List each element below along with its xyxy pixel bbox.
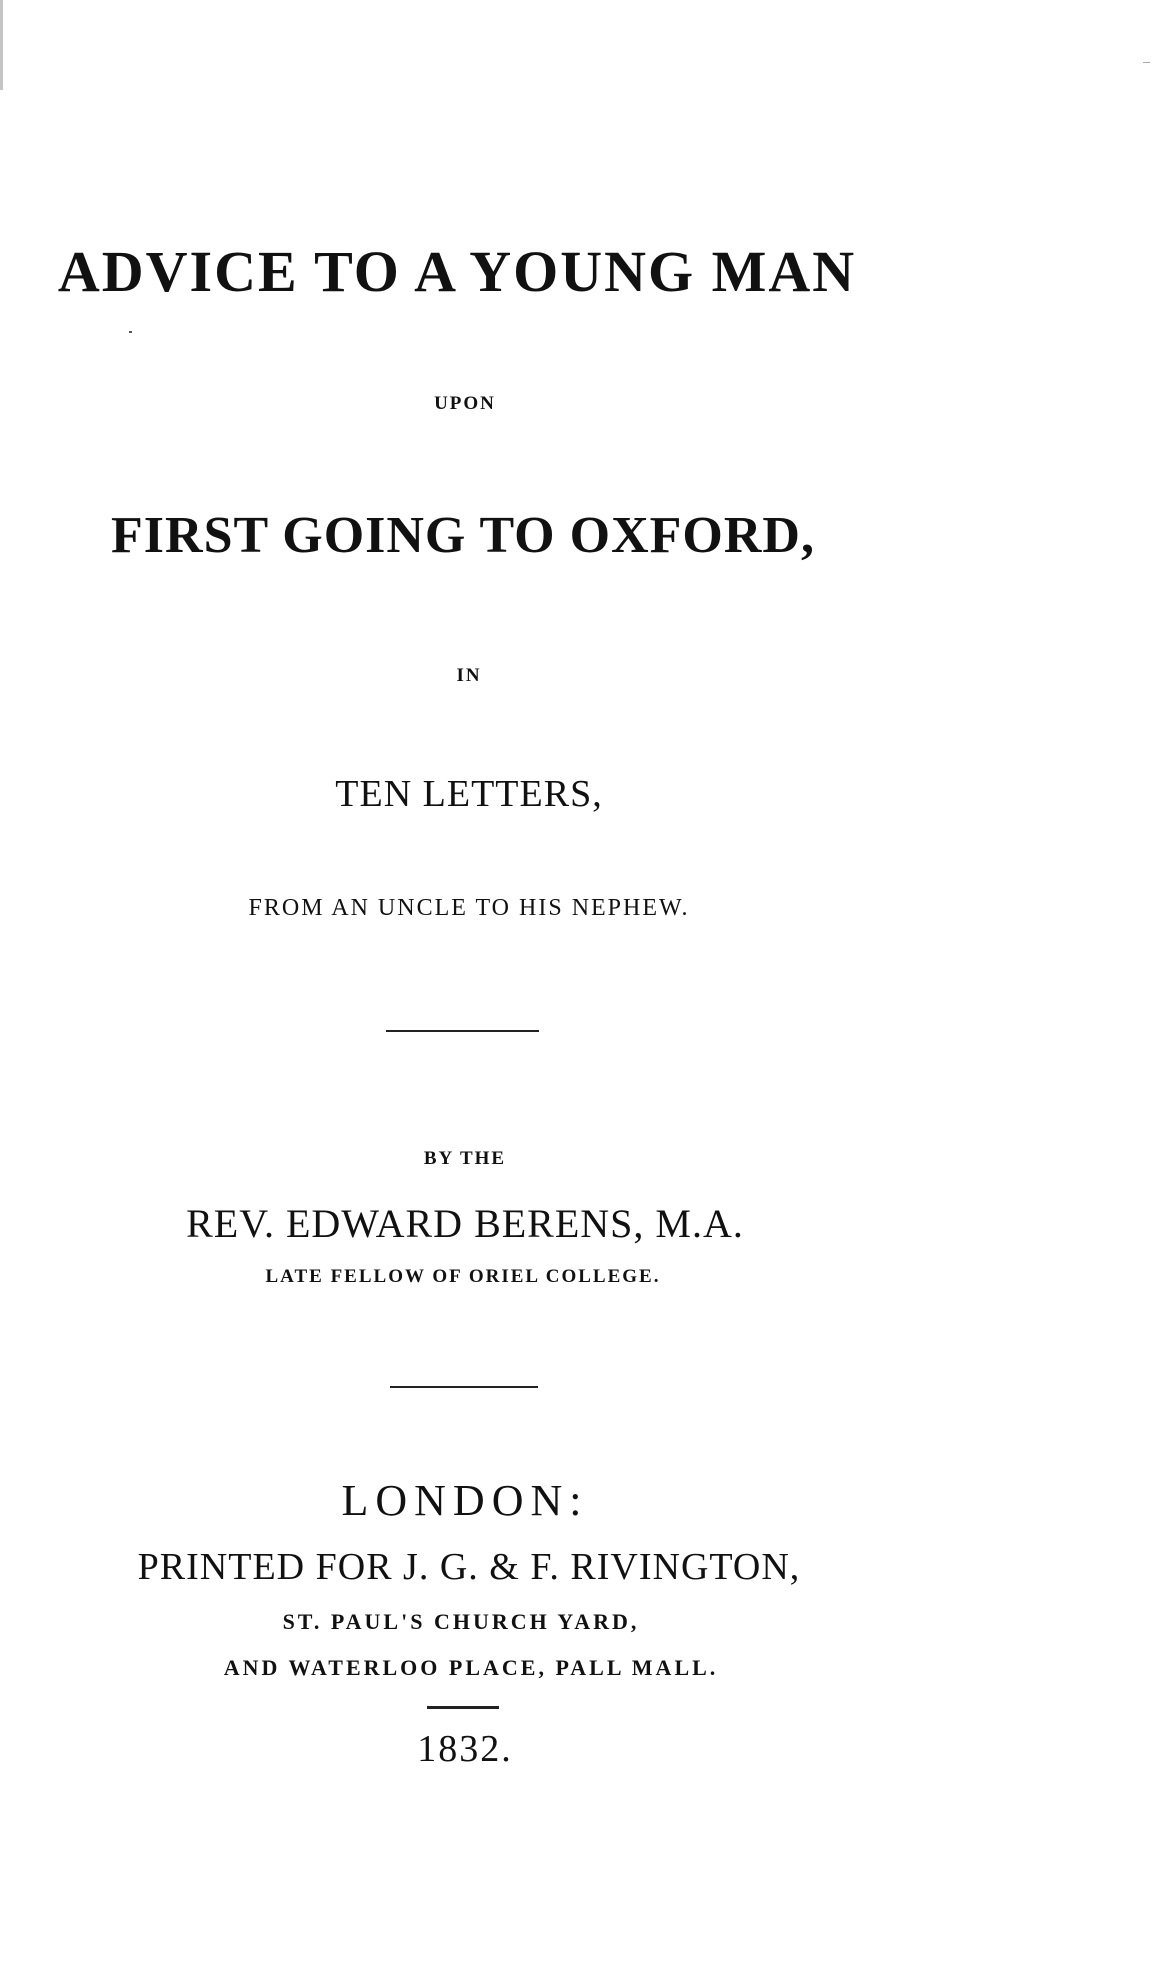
scan-artifact-dot	[129, 331, 132, 333]
scan-artifact-dot	[1143, 62, 1150, 63]
author-name: REV. EDWARD BERENS, M.A.	[186, 1201, 744, 1246]
divider-rule-short	[427, 1706, 499, 1709]
imprint-year: 1832.	[417, 1728, 513, 1770]
author-affiliation: LATE FELLOW OF ORIEL COLLEGE.	[265, 1266, 661, 1287]
title-line-2: FIRST GOING TO OXFORD,	[111, 507, 815, 564]
imprint-printer: PRINTED FOR J. G. & F. RIVINGTON,	[137, 1546, 801, 1588]
connective-in: IN	[456, 665, 482, 686]
byline-by-the: BY THE	[423, 1148, 507, 1169]
title-line-1: ADVICE TO A YOUNG MAN	[57, 239, 857, 304]
subtitle-from-uncle: FROM AN UNCLE TO HIS NEPHEW.	[248, 895, 690, 921]
scan-artifact-mark	[0, 0, 3, 90]
imprint-place: LONDON:	[341, 1476, 589, 1525]
subtitle-ten-letters: TEN LETTERS,	[335, 773, 603, 815]
imprint-address-line-1: ST. PAUL'S CHURCH YARD,	[282, 1609, 640, 1634]
imprint-address-line-2: AND WATERLOO PLACE, PALL MALL.	[223, 1655, 719, 1680]
divider-rule	[390, 1386, 538, 1388]
divider-rule	[386, 1030, 539, 1032]
connective-upon: UPON	[434, 393, 496, 414]
